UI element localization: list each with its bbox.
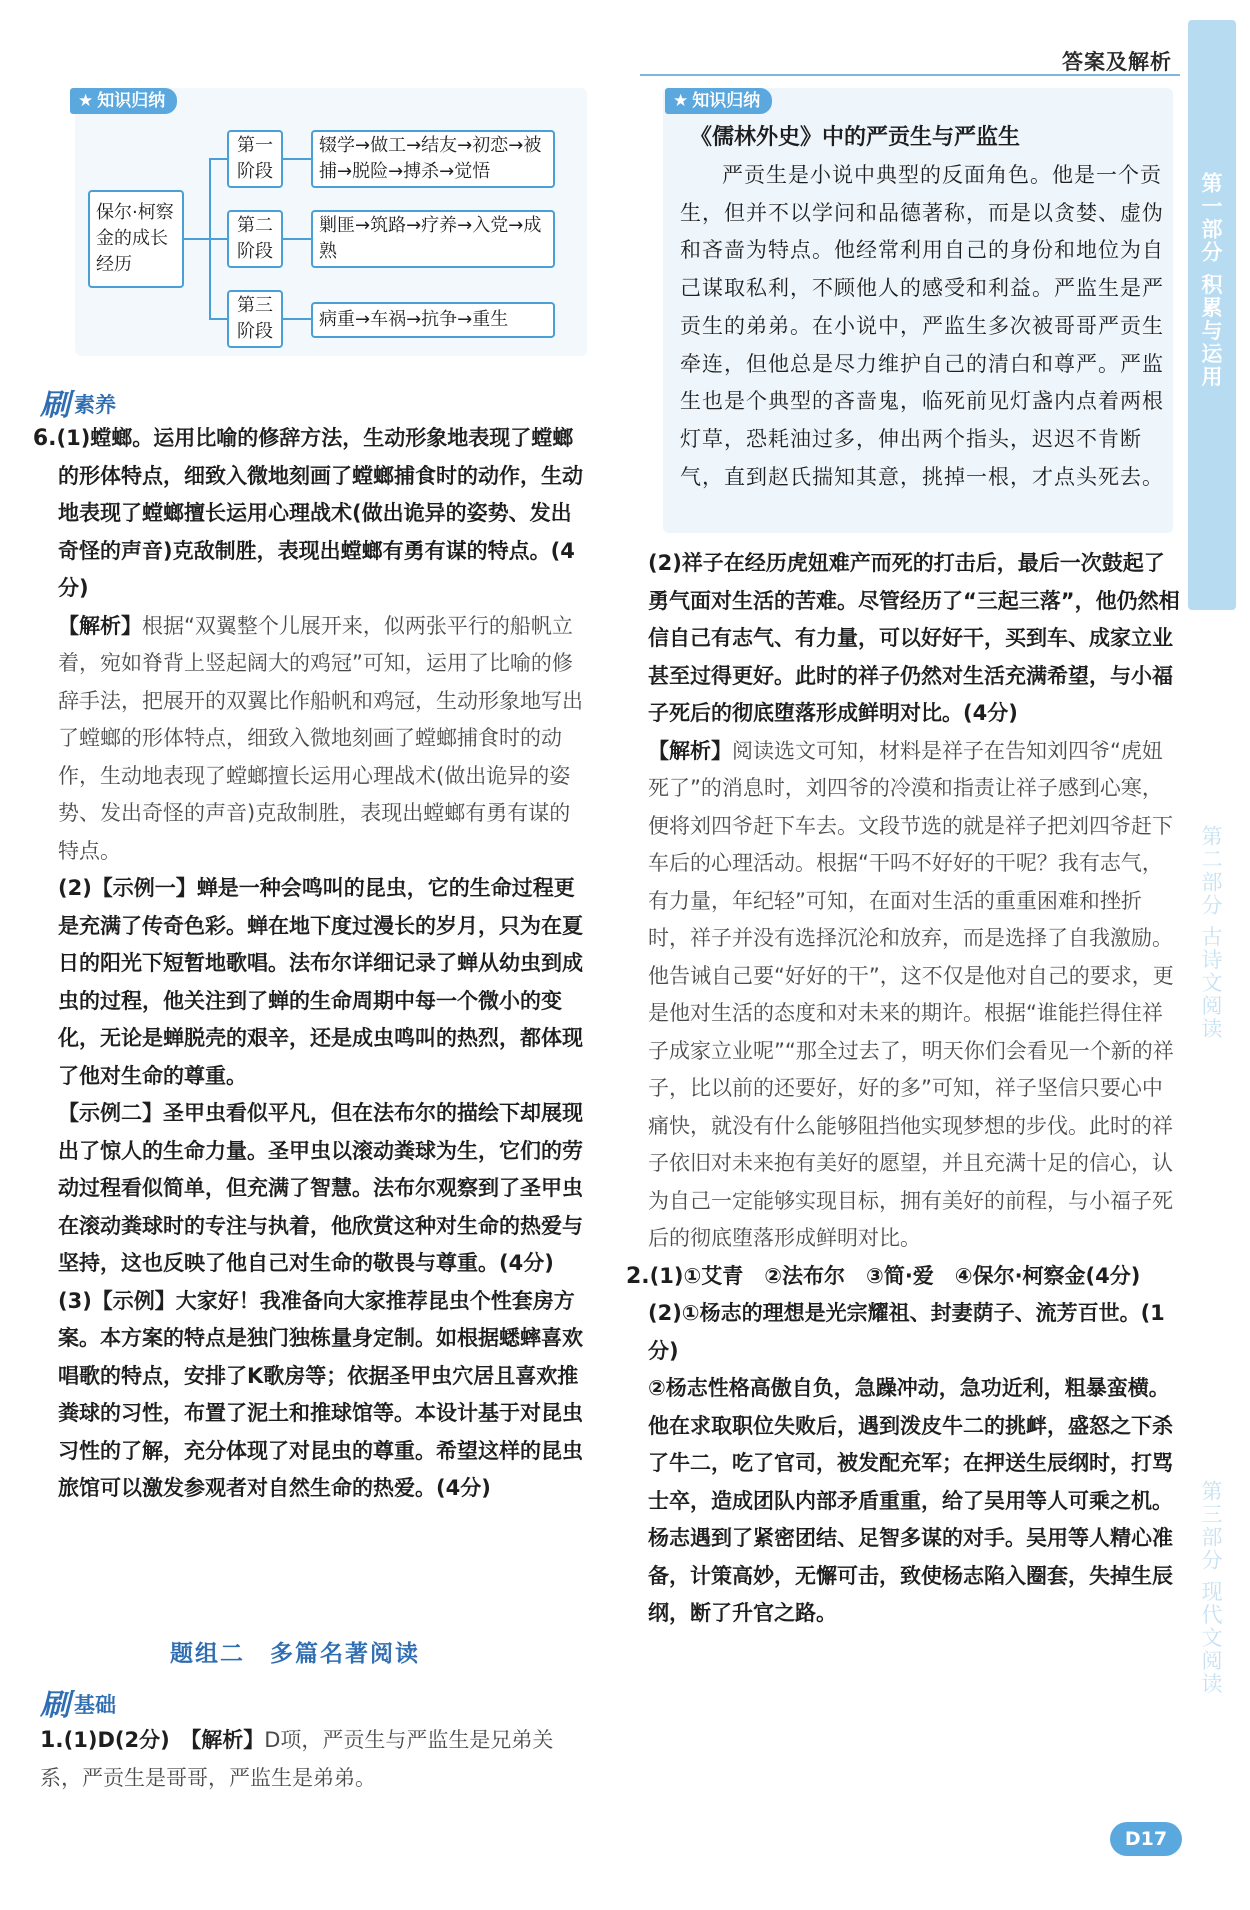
knowledge-badge-left <box>70 88 177 114</box>
question-number: 1. <box>40 1728 64 1753</box>
analysis-tag: 【解析】 <box>58 613 142 638</box>
q2-part1-answer: (1)①艾青 ②法布尔 ③简·爱 ④保尔·柯察金(4分) <box>649 1263 1141 1288</box>
q1-part1 <box>40 1722 590 1797</box>
q6-part1-answer: (1)螳螂。运用比喻的修辞方法，生动形象地表现了螳螂的形体特点，细致入微地刻画了螳螂捕食时的动作，生动地表现了螳螂擅长运用心理战术(做出诡异的姿势、发出奇怪的声音)克敌制胜，表现出螳螂有勇有谋的特点。(4分) <box>56 426 583 600</box>
analysis-text: 阅读选文可知，材料是祥子在告知刘四爷“虎妞死了”的消息时，刘四爷的冷漠和指责让祥子感到心寒，便将刘四爷赶下车去。文段节选的就是祥子把刘四爷赶下车后的心理活动。根据“干吗不好好的干呢？我有志气，有力量，年纪轻”可知，在面对生活的重重困难和挫折时，祥子并没有选择沉沦和放弃，而是选择了自我激励。他告诫自己要“好好的干”，这不仅是他对自己的要求，更是他对生活的态度和对未来的期许。根据“谁能拦得住祥子成家立业呢”“那全过去了，明天你们会看见一个新的祥子，比以前的还要好，好的多”可知，祥子坚信只要心中痛快，就没有什么能够阻挡他实现梦想的步伐。此时的祥子依旧对未来抱有美好的愿望，并且充满十足的信心，认为自己一定能够实现目标，拥有美好的前程，与小福子死后的彻底堕落形成鲜明对比。 <box>648 738 1174 1250</box>
side-tab-part2[interactable]: 第二部分 古诗文阅读 <box>1199 825 1223 1041</box>
section-label: 基础 <box>74 1693 116 1717</box>
diagram-connector <box>209 318 227 320</box>
q1-part2-analysis <box>648 733 1183 1258</box>
star-icon: ★ <box>673 91 689 111</box>
section-suyang <box>40 380 116 424</box>
knowledge-badge-label: 知识归纳 <box>97 91 166 111</box>
q6-part1 <box>32 420 590 608</box>
group-title: 题组二 多篇名著阅读 <box>170 1641 420 1667</box>
knowledge-badge-label: 知识归纳 <box>692 91 761 111</box>
knowledge-right-text: 严贡生是小说中典型的反面角色。他是一个贡生，但并不以学问和品德著称，而是以贪婪、虚伪和吝啬为特点。他经常利用自己的身份和地位为自己谋取私利，不顾他人的感受和利益。严监生是严贡生的弟弟。在小说中，严监生多次被哥哥严贡生牵连，但他总是尽力维护自己的清白和尊严。严监生也是个典型的吝啬鬼，临死前见灯盏内点着两根灯草，恐耗油过多，伸出两个指头，迟迟不肯断气，直到赵氏揣知其意，挑掉一根，才点头死去。 <box>680 163 1164 489</box>
q6-part2-example2: 【示例二】圣甲虫看似平凡，但在法布尔的描绘下却展现出了惊人的生命力量。圣甲虫以滚动粪球为生，它们的劳动过程看似简单，但充满了智慧。法布尔观察到了圣甲虫在滚动粪球时的专注与执着，他欣赏这种对生命的热爱与坚持，这也反映了他自己对生命的敬畏与尊重。(4分) <box>58 1101 583 1275</box>
q6-part1-analysis <box>58 608 590 871</box>
left-column <box>32 420 590 1508</box>
q6-part3: (3)【示例】大家好！我准备向大家推荐昆虫个性套房方案。本方案的特点是独门独栋量身定制。如根据蟋蟀喜欢唱歌的特点，安排了K歌房等；依据圣甲虫穴居且喜欢推粪球的习性，布置了泥土和推球馆等。本设计基于对昆虫习性的了解，充分体现了对昆虫的尊重。希望这样的昆虫旅馆可以激发参观者对自然生命的热爱。(4分) <box>58 1288 583 1500</box>
diagram-connector <box>209 238 227 240</box>
q1-part2-answer: (2)祥子在经历虎妞难产而死的打击后，最后一次鼓起了勇气面对生活的苦难。尽管经历了“三起三落”，他仍然相信自己有志气、有力量，可以好好干，买到车、成家立业甚至过得更好。此时的祥子仍然对生活充满希望，与小福子死后的彻底堕落形成鲜明对比。(4分) <box>648 551 1180 725</box>
q1-answer: (1)D(2分) <box>63 1728 170 1752</box>
stage-3-label: 第三阶段 <box>227 290 283 348</box>
stage-1-content: 辍学→做工→结友→初恋→被捕→脱险→搏杀→觉悟 <box>311 130 555 188</box>
side-tab-part3[interactable]: 第三部分 现代文阅读 <box>1199 1480 1223 1696</box>
diagram-connector <box>283 238 311 240</box>
shua-mark: 刷 <box>40 1688 70 1723</box>
question-number: 6. <box>32 426 57 451</box>
q2-part2c: 杨志遇到了紧密团结、足智多谋的对手。吴用等人精心准备，计策高妙，无懈可击，致使杨志陷入圈套，失掉生辰纲，断了升官之路。 <box>648 1526 1173 1625</box>
diagram-root: 保尔·柯察金的成长经历 <box>88 190 184 288</box>
right-column <box>626 545 1183 1633</box>
analysis-tag: 【解析】 <box>190 1728 265 1752</box>
q2-part2b: ②杨志性格高傲自负，急躁冲动，急功近利，粗暴蛮横。他在求取职位失败后，遇到泼皮牛二的挑衅，盛怒之下杀了牛二，吃了官司，被发配充军；在押送生辰纲时，打骂士卒，造成团队内部矛盾重重，给了吴用等人可乘之机。 <box>648 1376 1173 1513</box>
stage-3-content: 病重→车祸→抗争→重生 <box>311 302 555 338</box>
analysis-text: 根据“双翼整个儿展开来，似两张平行的船帆立着，宛如脊背上竖起阔大的鸡冠”可知，运用了比喻的修辞手法，把展开的双翼比作船帆和鸡冠，生动形象地写出了螳螂的形体特点，细致入微地刻画了螳螂捕食时的动作，生动地表现了螳螂擅长运用心理战术(做出诡异的姿势、发出奇怪的声音)克敌制胜，表现出螳螂有勇有谋的特点。 <box>58 613 583 863</box>
diagram-connector <box>184 238 210 240</box>
shua-mark: 刷 <box>40 388 70 423</box>
stage-2-content: 剿匪→筑路→疗养→入党→成熟 <box>311 210 555 268</box>
q6-part2-example1: (2)【示例一】蝉是一种会鸣叫的昆虫，它的生命过程更是充满了传奇色彩。蝉在地下度过漫长的岁月，只为在夏日的阳光下短暂地歌唱。法布尔详细记录了蝉从幼虫到成虫的过程，他关注到了蝉的生命周期中每一个微小的变化，无论是蝉脱壳的艰辛，还是成虫鸣叫的热烈，都体现了他对生命的尊重。 <box>58 876 583 1088</box>
diagram-connector <box>283 318 311 320</box>
analysis-tag: 【解析】 <box>648 738 732 763</box>
question-number: 2. <box>626 1263 650 1289</box>
side-tab-part1[interactable]: 第一部分 积累与运用 <box>1199 172 1223 389</box>
diagram-connector <box>283 158 311 160</box>
section-label: 素养 <box>74 393 116 417</box>
q2-part2a: (2)①杨志的理想是光宗耀祖、封妻荫子、流芳百世。(1分) <box>648 1301 1165 1363</box>
knowledge-right-title: 《儒林外史》中的严贡生与严监生 <box>690 125 1021 150</box>
header-divider <box>640 74 1180 76</box>
stage-1-label: 第一阶段 <box>227 130 283 188</box>
analysis-text: D项，严贡生与严监生是兄弟关系，严贡生是哥哥，严监生是弟弟。 <box>40 1728 554 1790</box>
diagram-connector <box>209 158 227 160</box>
page-number: D17 <box>1110 1822 1182 1856</box>
section-jichu <box>40 1680 116 1724</box>
stage-2-label: 第二阶段 <box>227 210 283 268</box>
star-icon: ★ <box>78 91 94 111</box>
header-title: 答案及解析 <box>1062 50 1172 74</box>
q1 <box>40 1722 590 1797</box>
knowledge-badge-right <box>665 88 772 114</box>
q2-part1 <box>626 1258 1183 1296</box>
